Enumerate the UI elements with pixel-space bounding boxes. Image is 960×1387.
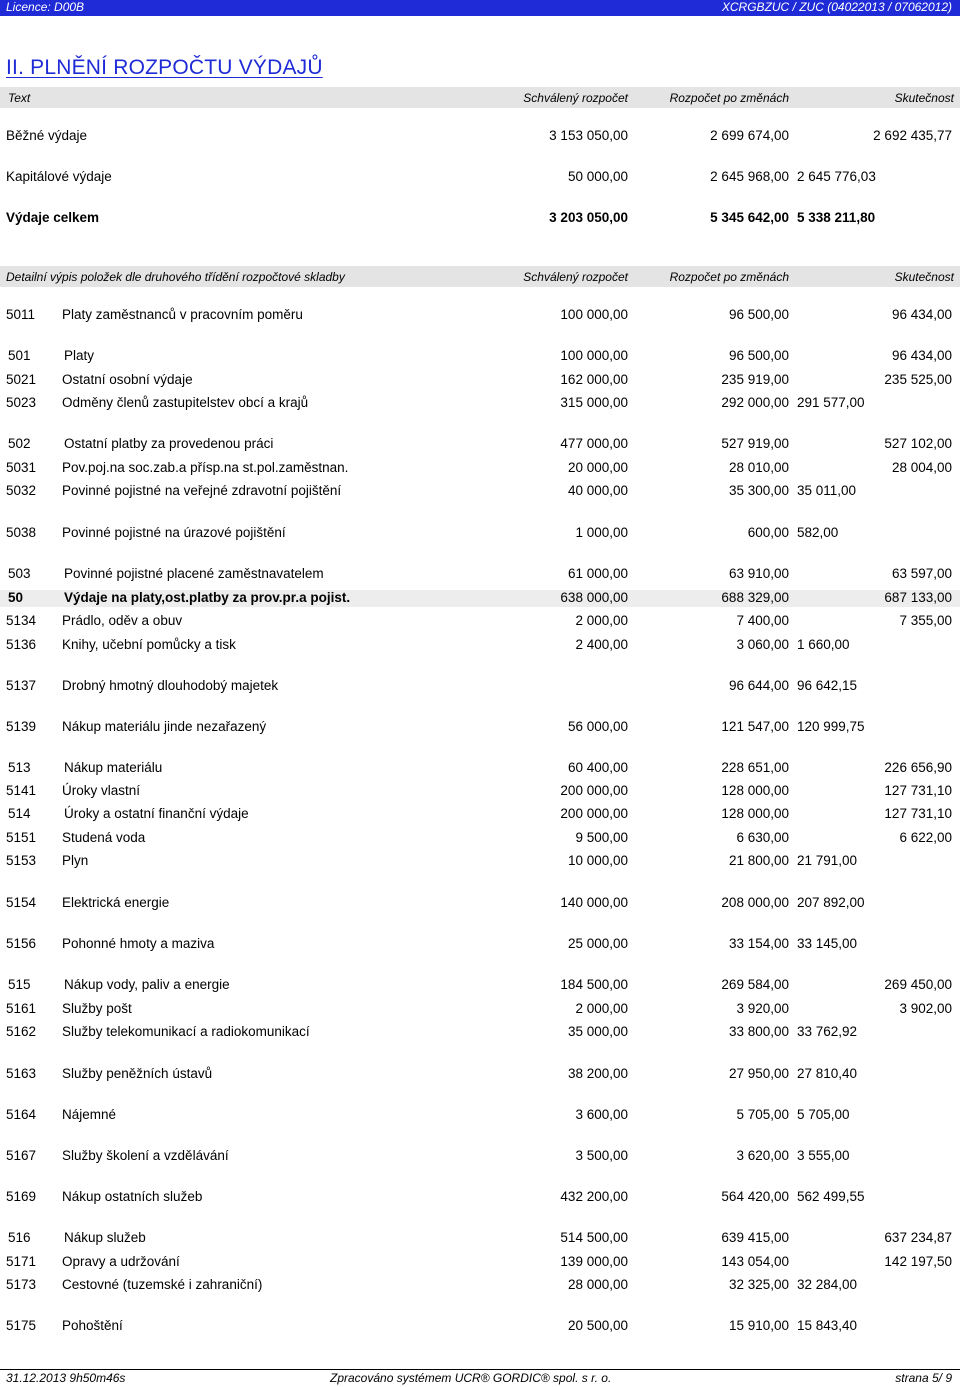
row-code: 5161: [6, 1001, 37, 1016]
value-skutecnost: 15 843,40: [797, 1318, 858, 1333]
value-schvaleny: 35 000,00: [567, 1024, 628, 1039]
value-schvaleny: 60 400,00: [567, 760, 628, 775]
value-po-zmenach: 2 699 674,00: [710, 128, 789, 143]
value-po-zmenach: 28 010,00: [728, 460, 789, 475]
row-code: 514: [8, 806, 31, 821]
value-po-zmenach: 15 910,00: [728, 1318, 789, 1333]
value-skutecnost: 120 999,75: [797, 719, 865, 734]
table-row: [0, 1066, 960, 1084]
row-code: 5175: [6, 1318, 37, 1333]
row-text: Služby školení a vzdělávání: [62, 1148, 229, 1163]
value-po-zmenach: 564 420,00: [721, 1189, 789, 1204]
value-skutecnost: 63 597,00: [891, 566, 952, 581]
licence-label: Licence: D00B: [6, 0, 85, 14]
row-text: Elektrická energie: [62, 895, 170, 910]
summary-table-header: [0, 87, 960, 108]
table-row: [0, 1318, 960, 1336]
row-text: Plyn: [62, 853, 89, 868]
table-row: [0, 936, 960, 954]
table-row: [0, 830, 960, 848]
value-schvaleny: 56 000,00: [567, 719, 628, 734]
value-po-zmenach: 33 154,00: [728, 936, 789, 951]
row-code: 5139: [6, 719, 37, 734]
col-detail-text: Detailní výpis položek dle druhového třídění rozpočtové skladby: [6, 270, 345, 284]
value-skutecnost: 582,00: [797, 525, 839, 540]
row-text: Úroky vlastní: [62, 783, 141, 798]
table-row: [0, 895, 960, 913]
value-schvaleny: 432 200,00: [560, 1189, 628, 1204]
value-skutecnost: 3 555,00: [797, 1148, 850, 1163]
value-po-zmenach: 63 910,00: [728, 566, 789, 581]
value-skutecnost: 21 791,00: [797, 853, 858, 868]
value-po-zmenach: 6 630,00: [736, 830, 789, 845]
detail-table-header: [0, 266, 960, 287]
value-po-zmenach: 292 000,00: [721, 395, 789, 410]
row-code: 5137: [6, 678, 37, 693]
row-code: 516: [8, 1230, 31, 1245]
row-label: Kapitálové výdaje: [6, 169, 112, 184]
value-po-zmenach: 7 400,00: [736, 613, 789, 628]
value-schvaleny: 3 500,00: [575, 1148, 628, 1163]
row-text: Nájemné: [62, 1107, 117, 1122]
value-skutecnost: 291 577,00: [797, 395, 865, 410]
document-id: XCRGBZUC / ZUC (04022013 / 07062012): [721, 0, 952, 14]
row-text: Nákup materiálu jinde nezařazený: [62, 719, 267, 734]
value-schvaleny: 315 000,00: [560, 395, 628, 410]
row-text: Služby telekomunikací a radiokomunikací: [62, 1024, 310, 1039]
value-schvaleny: 200 000,00: [560, 806, 628, 821]
row-code: 5169: [6, 1189, 37, 1204]
value-skutecnost: 27 810,40: [797, 1066, 858, 1081]
row-code: 5162: [6, 1024, 37, 1039]
value-po-zmenach: 143 054,00: [721, 1254, 789, 1269]
value-skutecnost: 96 434,00: [891, 348, 952, 363]
value-schvaleny: 100 000,00: [560, 307, 628, 322]
table-row: [0, 719, 960, 737]
row-label: Výdaje celkem: [6, 210, 100, 225]
row-text: Cestovné (tuzemské i zahraniční): [62, 1277, 263, 1292]
value-po-zmenach: 35 300,00: [728, 483, 789, 498]
table-row: [0, 783, 960, 801]
value-skutecnost: 96 434,00: [891, 307, 952, 322]
summary-row: [0, 169, 960, 189]
table-row: [0, 613, 960, 631]
value-schvaleny: 2 400,00: [575, 637, 628, 652]
subtotal-row: [0, 436, 960, 454]
row-code: 503: [8, 566, 31, 581]
value-po-zmenach: 527 919,00: [721, 436, 789, 451]
value-skutecnost: 32 284,00: [797, 1277, 858, 1292]
footer-date: 31.12.2013 9h50m46s: [6, 1371, 126, 1385]
value-skutecnost: 269 450,00: [884, 977, 952, 992]
value-schvaleny: 162 000,00: [560, 372, 628, 387]
value-po-zmenach: 96 500,00: [728, 307, 789, 322]
row-text: Drobný hmotný dlouhodobý majetek: [62, 678, 279, 693]
value-skutecnost: 5 705,00: [797, 1107, 850, 1122]
value-schvaleny: 3 153 050,00: [549, 128, 628, 143]
value-schvaleny: 477 000,00: [560, 436, 628, 451]
table-row: [0, 1024, 960, 1042]
row-code: 501: [8, 348, 31, 363]
page-title: II. PLNĚNÍ ROZPOČTU VÝDAJŮ: [6, 56, 323, 79]
row-code: 5173: [6, 1277, 37, 1292]
value-schvaleny: 200 000,00: [560, 783, 628, 798]
value-skutecnost: 1 660,00: [797, 637, 850, 652]
table-row: [0, 1107, 960, 1125]
value-skutecnost: 562 499,55: [797, 1189, 865, 1204]
row-text: Nákup vody, paliv a energie: [64, 977, 230, 992]
row-text: Úroky a ostatní finanční výdaje: [64, 806, 249, 821]
subtotal-row: [0, 1230, 960, 1248]
value-skutecnost: 3 902,00: [899, 1001, 952, 1016]
value-skutecnost: 637 234,87: [884, 1230, 952, 1245]
value-po-zmenach: 235 919,00: [721, 372, 789, 387]
row-text: Pohonné hmoty a maziva: [62, 936, 215, 951]
value-po-zmenach: 33 800,00: [728, 1024, 789, 1039]
row-code: 5154: [6, 895, 37, 910]
row-label: Běžné výdaje: [6, 128, 88, 143]
value-schvaleny: 61 000,00: [567, 566, 628, 581]
value-skutecnost: 2 692 435,77: [873, 128, 952, 143]
value-po-zmenach: 3 060,00: [736, 637, 789, 652]
row-code: 5164: [6, 1107, 37, 1122]
value-skutecnost: 33 145,00: [797, 936, 858, 951]
row-text: Ostatní platby za provedenou práci: [64, 436, 274, 451]
page-header-bar: [0, 0, 960, 16]
table-row: [0, 1001, 960, 1019]
table-row: [0, 853, 960, 871]
value-po-zmenach: 2 645 968,00: [710, 169, 789, 184]
value-po-zmenach: 27 950,00: [728, 1066, 789, 1081]
col-po-zmenach: Rozpočet po změnách: [669, 91, 789, 105]
row-code: 5171: [6, 1254, 37, 1269]
value-po-zmenach: 5 345 642,00: [710, 210, 789, 225]
row-text: Služby peněžních ústavů: [62, 1066, 213, 1081]
value-schvaleny: 1 000,00: [575, 525, 628, 540]
summary-row: [0, 128, 960, 148]
value-schvaleny: 25 000,00: [567, 936, 628, 951]
value-skutecnost: 142 197,50: [884, 1254, 952, 1269]
row-code: 5011: [6, 307, 36, 322]
table-row: [0, 1148, 960, 1166]
table-row: [0, 525, 960, 543]
table-row: [0, 1254, 960, 1272]
row-text: Povinné pojistné na úrazové pojištění: [62, 525, 286, 540]
value-po-zmenach: 3 920,00: [736, 1001, 789, 1016]
value-schvaleny: 9 500,00: [575, 830, 628, 845]
value-po-zmenach: 3 620,00: [736, 1148, 789, 1163]
value-schvaleny: 3 203 050,00: [549, 210, 628, 225]
row-code: 513: [8, 760, 31, 775]
row-text: Výdaje na platy,ost.platby za prov.pr.a pojist.: [64, 590, 351, 605]
value-skutecnost: 28 004,00: [891, 460, 952, 475]
row-code: 5167: [6, 1148, 37, 1163]
row-code: 5136: [6, 637, 37, 652]
value-schvaleny: 50 000,00: [567, 169, 628, 184]
value-po-zmenach: 269 584,00: [721, 977, 789, 992]
footer-page: strana 5/ 9: [895, 1371, 952, 1385]
value-skutecnost: 226 656,90: [884, 760, 952, 775]
footer-system: Zpracováno systémem UCR® GORDIC® spol. s r. o.: [330, 1371, 612, 1385]
row-text: Pov.poj.na soc.zab.a přísp.na st.pol.zaměstnan.: [62, 460, 349, 475]
value-schvaleny: 28 000,00: [567, 1277, 628, 1292]
value-skutecnost: 5 338 211,80: [797, 210, 876, 225]
row-code: 515: [8, 977, 31, 992]
value-po-zmenach: 32 325,00: [728, 1277, 789, 1292]
value-schvaleny: 2 000,00: [575, 613, 628, 628]
value-po-zmenach: 208 000,00: [721, 895, 789, 910]
subtotal-row: [0, 760, 960, 778]
row-code: 5163: [6, 1066, 37, 1081]
row-text: Nákup služeb: [64, 1230, 146, 1245]
value-skutecnost: 2 645 776,03: [797, 169, 876, 184]
value-skutecnost: 6 622,00: [899, 830, 952, 845]
row-text: Nákup materiálu: [64, 760, 163, 775]
row-text: Povinné pojistné placené zaměstnavatelem: [64, 566, 324, 581]
row-code: 502: [8, 436, 31, 451]
value-po-zmenach: 121 547,00: [721, 719, 789, 734]
table-row: [0, 395, 960, 413]
col-skutecnost: Skutečnost: [894, 91, 954, 105]
value-schvaleny: 38 200,00: [567, 1066, 628, 1081]
row-text: Studená voda: [62, 830, 146, 845]
col-schvaleny: Schválený rozpočet: [523, 91, 628, 105]
table-row: [0, 460, 960, 478]
value-skutecnost: 527 102,00: [884, 436, 952, 451]
value-skutecnost: 235 525,00: [884, 372, 952, 387]
value-po-zmenach: 228 651,00: [721, 760, 789, 775]
value-skutecnost: 127 731,10: [884, 783, 952, 798]
value-schvaleny: 184 500,00: [560, 977, 628, 992]
table-row: [0, 678, 960, 696]
col-po-zmenach: Rozpočet po změnách: [669, 270, 789, 284]
row-text: Odměny členů zastupitelstev obcí a krajů: [62, 395, 309, 410]
value-schvaleny: 10 000,00: [567, 853, 628, 868]
value-skutecnost: 127 731,10: [884, 806, 952, 821]
table-row: [0, 1277, 960, 1295]
subtotal-row: [0, 566, 960, 584]
row-code: 5134: [6, 613, 37, 628]
value-po-zmenach: 128 000,00: [721, 806, 789, 821]
row-code: 5151: [6, 830, 37, 845]
row-code: 5153: [6, 853, 37, 868]
row-text: Ostatní osobní výdaje: [62, 372, 193, 387]
value-skutecnost: 687 133,00: [884, 590, 952, 605]
row-text: Nákup ostatních služeb: [62, 1189, 203, 1204]
col-skutecnost: Skutečnost: [894, 270, 954, 284]
subtotal-row: [0, 348, 960, 366]
subtotal-row: [0, 806, 960, 824]
value-schvaleny: 20 000,00: [567, 460, 628, 475]
row-code: 5032: [6, 483, 37, 498]
value-po-zmenach: 5 705,00: [736, 1107, 789, 1122]
value-po-zmenach: 21 800,00: [728, 853, 789, 868]
value-schvaleny: 2 000,00: [575, 1001, 628, 1016]
summary-row: [0, 210, 960, 230]
value-skutecnost: 33 762,92: [797, 1024, 858, 1039]
value-po-zmenach: 128 000,00: [721, 783, 789, 798]
col-text: Text: [8, 91, 31, 105]
table-row: [0, 307, 960, 325]
value-schvaleny: 140 000,00: [560, 895, 628, 910]
value-po-zmenach: 639 415,00: [721, 1230, 789, 1245]
value-po-zmenach: 96 644,00: [728, 678, 789, 693]
table-row: [0, 372, 960, 390]
row-code: 5031: [6, 460, 37, 475]
value-po-zmenach: 600,00: [747, 525, 789, 540]
value-schvaleny: 3 600,00: [575, 1107, 628, 1122]
value-schvaleny: 139 000,00: [560, 1254, 628, 1269]
row-text: Platy zaměstnanců v pracovním poměru: [62, 307, 303, 322]
table-row: [0, 1189, 960, 1207]
value-schvaleny: 20 500,00: [567, 1318, 628, 1333]
value-skutecnost: 207 892,00: [797, 895, 865, 910]
col-schvaleny: Schválený rozpočet: [523, 270, 628, 284]
row-code: 5141: [6, 783, 37, 798]
row-text: Služby pošt: [62, 1001, 132, 1016]
row-code: 5023: [6, 395, 37, 410]
row-text: Opravy a udržování: [62, 1254, 180, 1269]
subtotal-row: [0, 977, 960, 995]
value-skutecnost: 7 355,00: [899, 613, 952, 628]
table-row: [0, 637, 960, 655]
row-text: Prádlo, oděv a obuv: [62, 613, 183, 628]
group-total-row: [0, 590, 960, 607]
row-text: Povinné pojistné na veřejné zdravotní pojištění: [62, 483, 342, 498]
value-schvaleny: 40 000,00: [567, 483, 628, 498]
row-text: Platy: [64, 348, 95, 363]
page-footer: [0, 1369, 960, 1387]
value-schvaleny: 638 000,00: [560, 590, 628, 605]
value-schvaleny: 100 000,00: [560, 348, 628, 363]
value-skutecnost: 35 011,00: [797, 483, 857, 498]
row-text: Pohoštění: [62, 1318, 123, 1333]
row-code: 50: [8, 590, 24, 605]
row-code: 5156: [6, 936, 37, 951]
table-row: [0, 483, 960, 501]
value-schvaleny: 514 500,00: [560, 1230, 628, 1245]
value-skutecnost: 96 642,15: [797, 678, 858, 693]
row-text: Knihy, učební pomůcky a tisk: [62, 637, 236, 652]
value-po-zmenach: 688 329,00: [721, 590, 789, 605]
value-po-zmenach: 96 500,00: [728, 348, 789, 363]
row-code: 5038: [6, 525, 37, 540]
row-code: 5021: [6, 372, 37, 387]
